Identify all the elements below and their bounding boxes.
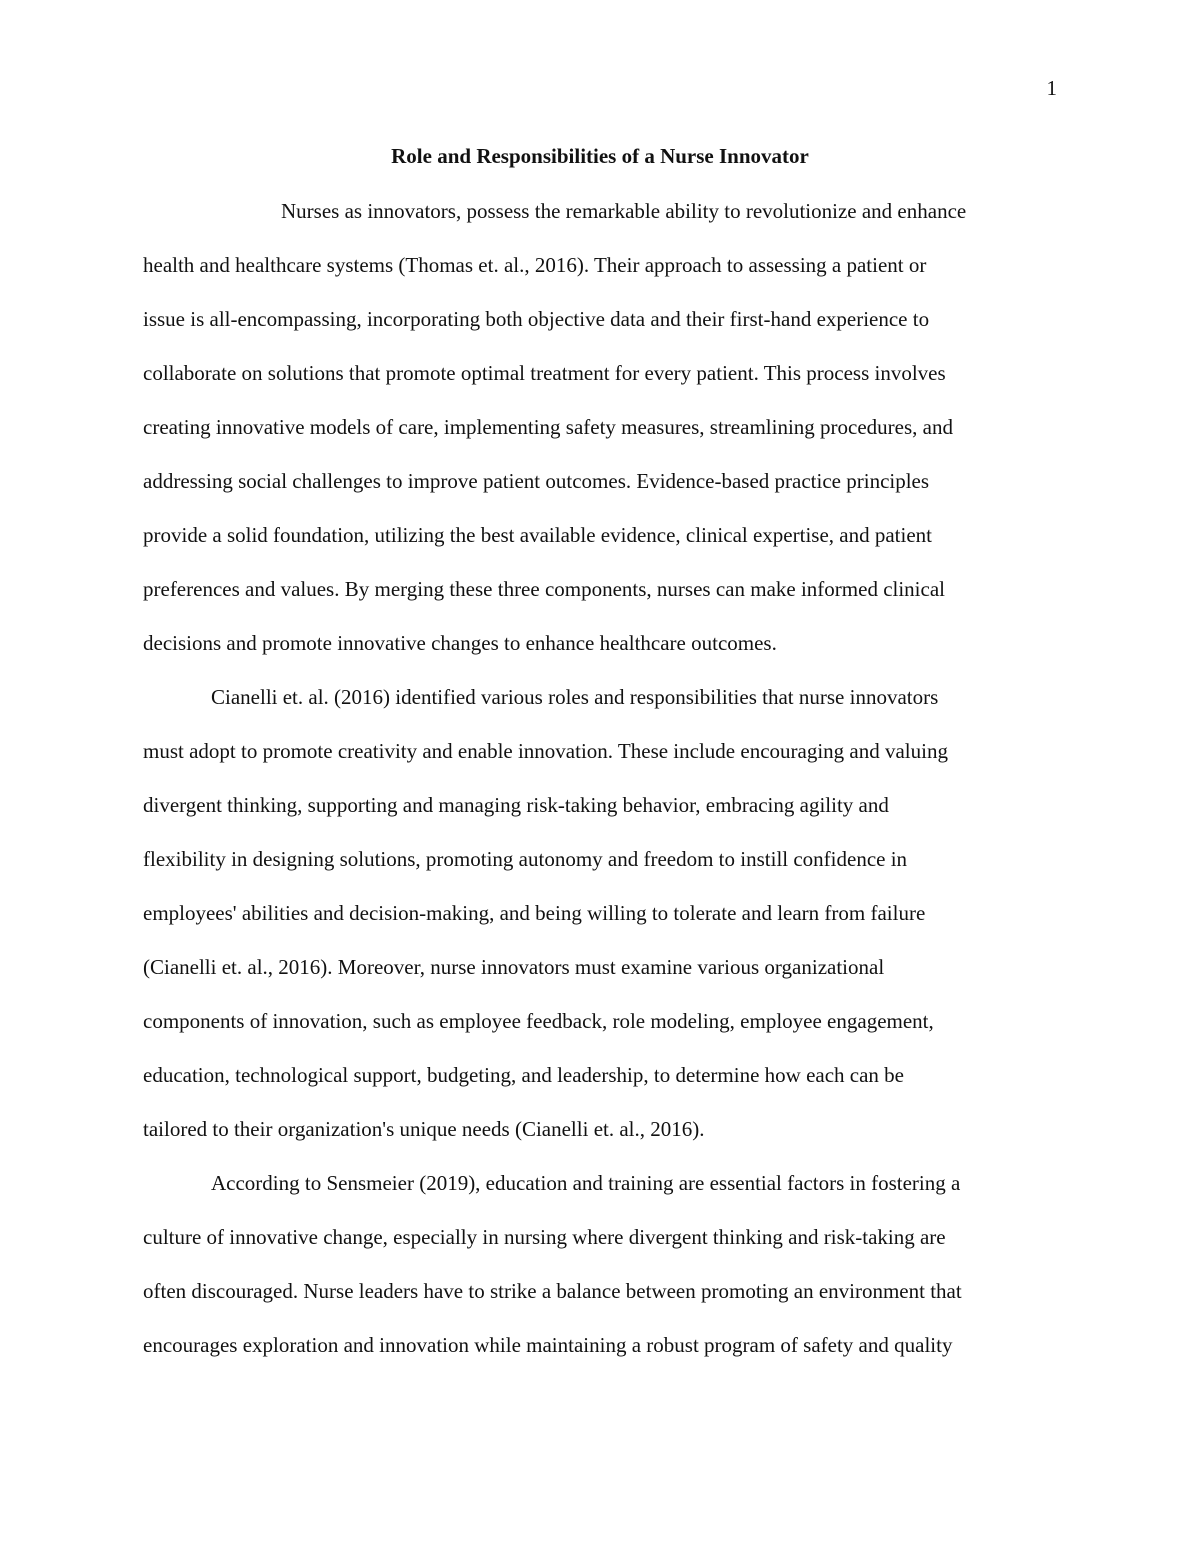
paragraph-2-line-7: components of innovation, such as employee feedback, role modeling, employee engagement, <box>143 1009 934 1033</box>
paragraph-2-line-5: employees' abilities and decision-making, and being willing to tolerate and learn from failure <box>143 901 926 925</box>
page-number: 1 <box>1046 76 1057 100</box>
paragraph-2-line-1: Cianelli et. al. (2016) identified various roles and responsibilities that nurse innovators <box>211 685 939 709</box>
paragraph-3-line-3: often discouraged. Nurse leaders have to strike a balance between promoting an environment that <box>143 1279 962 1303</box>
paragraph-1-line-7: provide a solid foundation, utilizing the best available evidence, clinical expertise, and patient <box>143 523 932 547</box>
paragraph-2-line-9: tailored to their organization's unique needs (Cianelli et. al., 2016). <box>143 1117 705 1141</box>
document-title: Role and Responsibilities of a Nurse Innovator <box>391 144 809 168</box>
paragraph-1-line-1: Nurses as innovators, possess the remarkable ability to revolutionize and enhance <box>281 199 967 223</box>
paragraph-2-line-6: (Cianelli et. al., 2016). Moreover, nurse innovators must examine various organizational <box>143 955 885 979</box>
paragraph-1-line-8: preferences and values. By merging these three components, nurses can make informed clinical <box>143 577 945 601</box>
paragraph-1-line-2: health and healthcare systems (Thomas et. al., 2016). Their approach to assessing a patient or <box>143 253 927 277</box>
paragraph-1-line-3: issue is all-encompassing, incorporating both objective data and their first-hand experience to <box>143 307 930 331</box>
paragraph-1-line-5: creating innovative models of care, implementing safety measures, streamlining procedures, and <box>143 415 953 439</box>
paragraph-1-line-4: collaborate on solutions that promote optimal treatment for every patient. This process involves <box>143 361 946 385</box>
paragraph-2-line-3: divergent thinking, supporting and managing risk-taking behavior, embracing agility and <box>143 793 889 817</box>
paragraph-2-line-2: must adopt to promote creativity and enable innovation. These include encouraging and valuing <box>143 739 948 763</box>
paragraph-1-line-6: addressing social challenges to improve patient outcomes. Evidence-based practice principles <box>143 469 930 493</box>
paragraph-2-line-4: flexibility in designing solutions, promoting autonomy and freedom to instill confidence in <box>143 847 908 871</box>
paragraph-3-line-4: encourages exploration and innovation while maintaining a robust program of safety and quality <box>143 1333 953 1357</box>
paragraph-3-line-2: culture of innovative change, especially in nursing where divergent thinking and risk-taking are <box>143 1225 946 1249</box>
paragraph-1-line-9: decisions and promote innovative changes to enhance healthcare outcomes. <box>143 631 777 655</box>
paragraph-2-line-8: education, technological support, budgeting, and leadership, to determine how each can be <box>143 1063 904 1087</box>
paragraph-3-line-1: According to Sensmeier (2019), education and training are essential factors in fostering a <box>211 1171 961 1195</box>
